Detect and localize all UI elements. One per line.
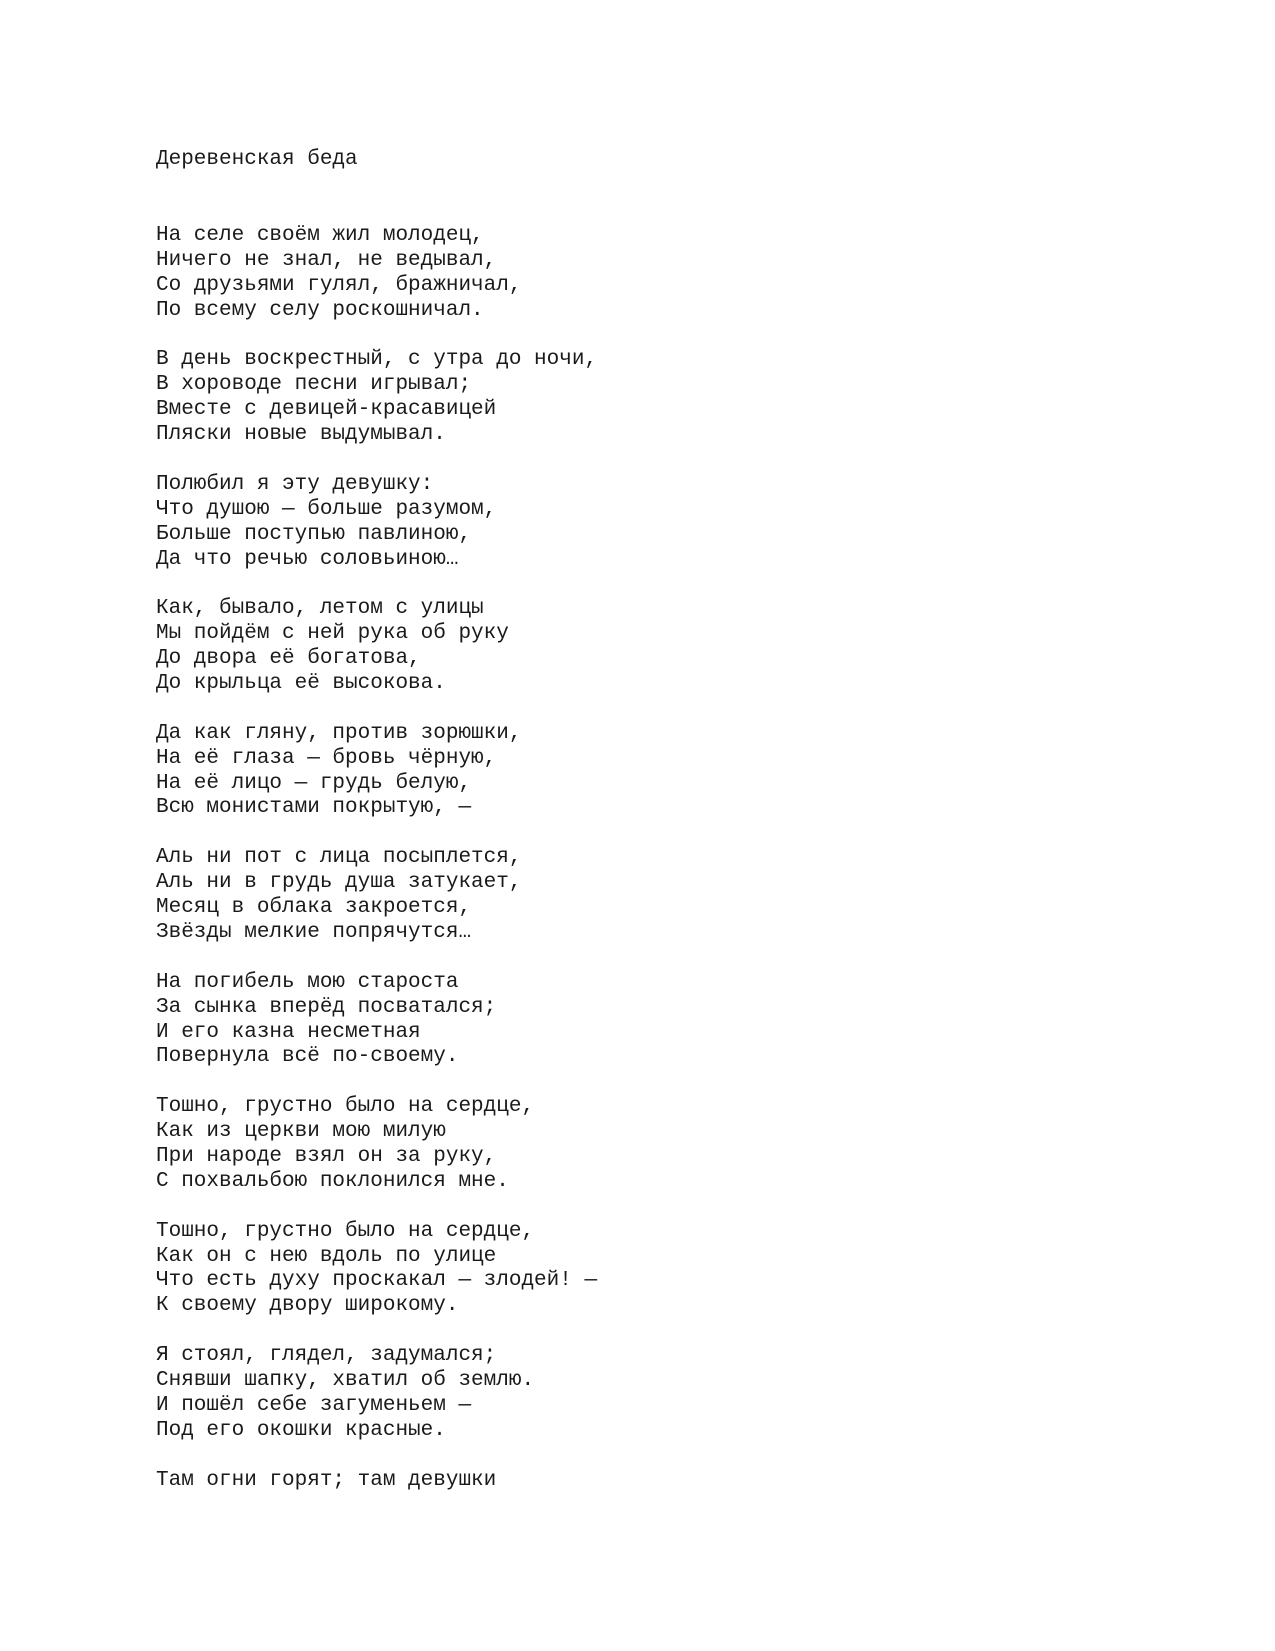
poem-line: Повернула всё по-своему. xyxy=(156,1045,459,1069)
poem-line: Аль ни в грудь душа затукает, xyxy=(156,871,522,895)
stanza xyxy=(156,722,1156,822)
poem-line: Снявши шапку, хватил об землю. xyxy=(156,1368,535,1392)
stanza xyxy=(156,1344,1156,1444)
poem-line: Да как гляну, против зорюшки, xyxy=(156,721,522,745)
stanza xyxy=(156,971,1156,1071)
poem-line: Под его окошки красные. xyxy=(156,1418,446,1442)
poem-line: При народе взял он за руку, xyxy=(156,1144,497,1168)
poem-line: С похвальбою поклонился мне. xyxy=(156,1169,509,1193)
poem-line: Я стоял, глядел, задумался; xyxy=(156,1344,497,1368)
poem-title: Деревенская беда xyxy=(156,148,358,171)
poem-line: К своему двору широкому. xyxy=(156,1294,459,1318)
poem-line: Что есть духу проскакал — злодей! — xyxy=(156,1269,598,1293)
poem-line: На погибель мою староста xyxy=(156,970,459,994)
stanza xyxy=(156,846,1156,946)
stanza xyxy=(156,473,1156,573)
stanza xyxy=(156,1095,1156,1195)
poem-line: На её лицо — грудь белую, xyxy=(156,771,472,795)
poem-line: Там огни горят; там девушки xyxy=(156,1468,497,1492)
poem-line: Полюбил я эту девушку: xyxy=(156,472,434,496)
stanza xyxy=(156,1220,1156,1320)
poem-line: По всему селу роскошничал. xyxy=(156,298,484,322)
poem-line: За сынка вперёд посватался; xyxy=(156,995,497,1019)
stanza xyxy=(156,348,1156,448)
poem-line: И его казна несметная xyxy=(156,1020,421,1044)
poem-line: До двора её богатова, xyxy=(156,647,421,671)
poem-line: Да что речью соловьиною… xyxy=(156,547,459,571)
poem-line: До крыльца её высокова. xyxy=(156,672,446,696)
poem-line: Аль ни пот с лица посыплется, xyxy=(156,846,522,870)
poem-line: Что душою — больше разумом, xyxy=(156,497,497,521)
poem-line: Всю монистами покрытую, — xyxy=(156,796,472,820)
poem-line: На селе своём жил молодец, xyxy=(156,224,484,247)
poem-line: Тошно, грустно было на сердце, xyxy=(156,1095,535,1119)
stanza xyxy=(156,597,1156,697)
poem-line: И пошёл себе загуменьем — xyxy=(156,1393,472,1417)
poem-line: В день воскрестный, с утра до ночи, xyxy=(156,348,598,372)
poem-line: Пляски новые выдумывал. xyxy=(156,423,446,447)
poem-line: Как из церкви мою милую xyxy=(156,1120,446,1144)
poem-line: На её глаза — бровь чёрную, xyxy=(156,746,497,770)
poem-line: Как он с нею вдоль по улице xyxy=(156,1244,497,1268)
poem-line: Тошно, грустно было на сердце, xyxy=(156,1219,535,1243)
stanza xyxy=(156,224,1156,324)
poem-line: Как, бывало, летом с улицы xyxy=(156,597,484,621)
poem-line: Месяц в облака закроется, xyxy=(156,896,472,920)
poem-body xyxy=(156,224,1156,1518)
poem-line: Ничего не знал, не ведывал, xyxy=(156,248,497,272)
stanza xyxy=(156,1469,1156,1494)
poem-line: Больше поступью павлиною, xyxy=(156,522,472,546)
poem-line: Вместе с девицей-красавицей xyxy=(156,398,497,422)
poem-line: Мы пойдём с ней рука об руку xyxy=(156,622,509,646)
poem-line: В хороводе песни игрывал; xyxy=(156,373,472,397)
poem-line: Со друзьями гулял, бражничал, xyxy=(156,273,522,297)
poem-line: Звёзды мелкие попрячутся… xyxy=(156,920,472,944)
